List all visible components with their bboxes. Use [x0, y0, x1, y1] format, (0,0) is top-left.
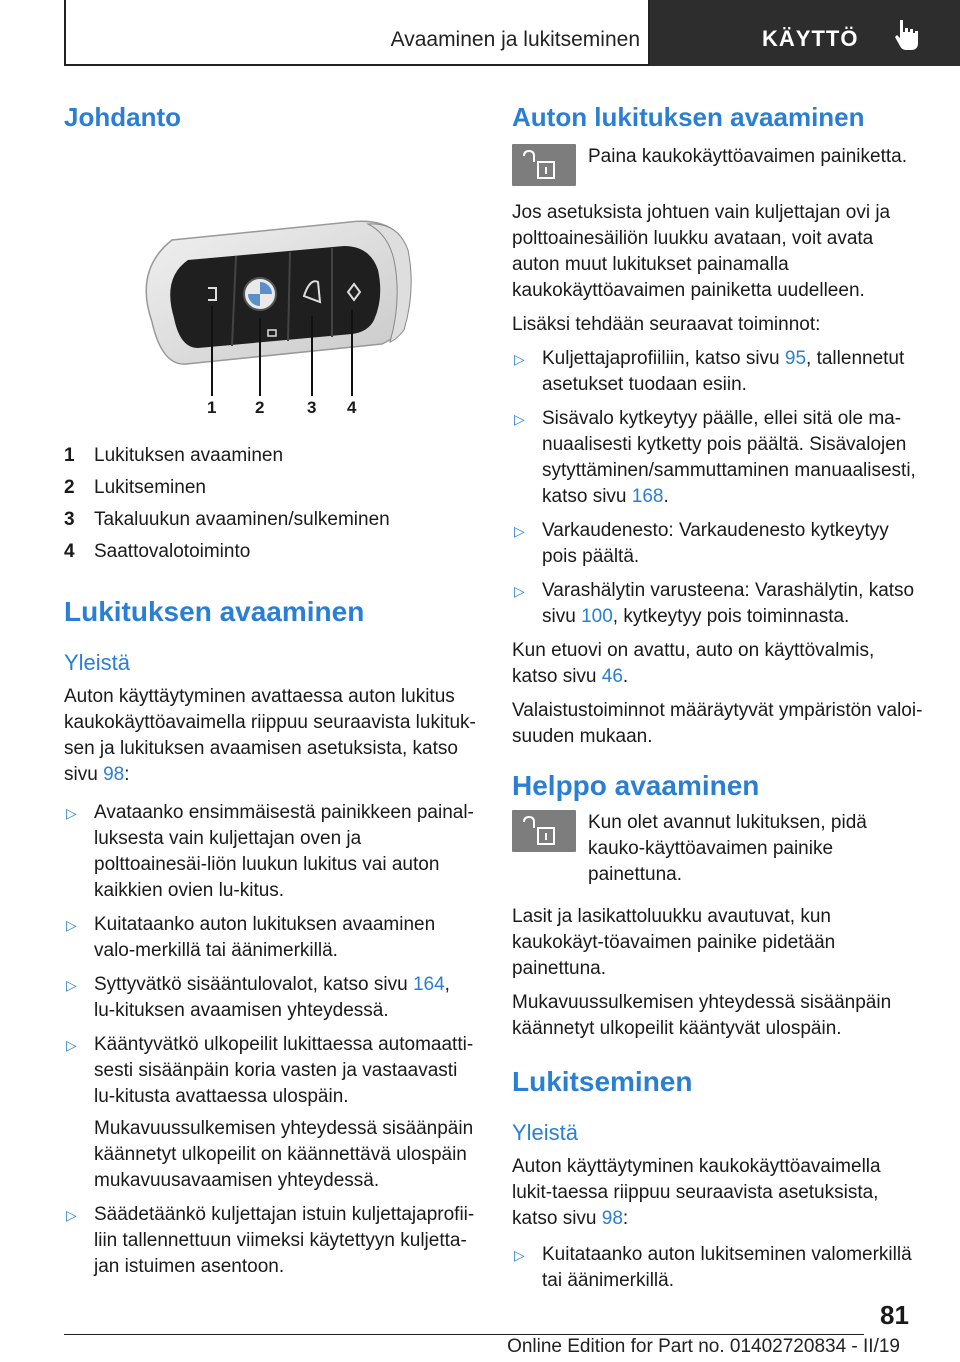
legend-number: 4: [64, 541, 75, 562]
page-link[interactable]: 164: [412, 974, 445, 995]
triangle-bullet-icon: ▷: [66, 1037, 77, 1053]
header-rule-left: [64, 0, 66, 66]
right-bullet-list: [512, 346, 924, 630]
callout-1: 1: [207, 398, 217, 417]
legend-row: [64, 504, 476, 536]
header-chapter-label: KÄYTTÖ: [762, 26, 859, 51]
key-fob-figure: [64, 160, 476, 432]
legend-text: Saattovalotoiminto: [94, 541, 251, 562]
list-item: ▷ Varashälytin varusteena: Varashälytin, katso sivu 100, kytkeytyy pois toiminnasta.: [514, 580, 915, 627]
easy-paragraph-2: Mukavuussulkemisen yhteydessä sisäänpäin käännetyt ulkopeilit kääntyvät ulospäin.: [512, 992, 892, 1039]
triangle-bullet-icon: ▷: [514, 523, 525, 539]
list-item: ▷ Syttyvätkö sisääntulovalot, katso sivu 164, lu‐kituksen avaamisen yhteydessä.: [66, 974, 450, 1021]
triangle-bullet-icon: ▷: [514, 1247, 525, 1263]
lock-bullet-list: [512, 1242, 924, 1294]
triangle-bullet-icon: ▷: [66, 977, 77, 993]
figure-legend: [64, 440, 476, 568]
lock-section-title: Lukitseminen: [512, 1066, 693, 1097]
unlock-button-icon: [512, 144, 576, 186]
legend-text: Lukitseminen: [94, 477, 206, 498]
list-item: ▷ Kääntyvätkö ulkopeilit lukittaessa automaatti‐sesti sisäänpäin koria vasten ja vastaavasti lu‐kitusta avattaessa ulospäin. Mukavuussulkemisen yhteydessä sisäänpäin käännetyt ulkopeilit on käännettävä ulospäin mukavuusavaamisen yhteydessä.: [64, 1032, 476, 1194]
remote-paragraph-1: Jos asetuksista johtuen vain kuljettajan ovi ja polttoainesäiliön luukku avataan, voit avata auton muut lukitukset painamalla kaukokäyttöavaimen painiketta uudelleen.: [512, 202, 891, 301]
list-item: ▷ Säädetäänkö kuljettajan istuin kuljettajaprofii‐liin tallennettuun viimeksi käytettyyn kuljetta‐jan istuimen asentoon.: [66, 1204, 475, 1277]
page-link[interactable]: 168: [631, 486, 664, 507]
list-item-note: Mukavuussulkemisen yhteydessä sisäänpäin käännetyt ulkopeilit on käännettävä ulospäin mukavuusavaamisen yhteydessä.: [94, 1118, 474, 1191]
general-subtitle: Yleistä: [64, 650, 131, 675]
remote-unlock-title: Auton lukituksen avaaminen: [512, 102, 865, 132]
lock-general-subtitle: Yleistä: [512, 1120, 579, 1145]
unlock-section-title: Lukituksen avaaminen: [64, 596, 365, 627]
legend-text: Lukituksen avaaminen: [94, 445, 284, 466]
general-paragraph: Auton käyttäytyminen avattaessa auton lukitus kaukokäyttöavaimella riippuu seuraavista lukituk‐sen ja lukituksen avaamisen asetuksista, katso sivu 98:: [64, 686, 476, 785]
page-link[interactable]: 46: [601, 666, 623, 687]
list-item: ▷ Kuljettajaprofiiliin, katso sivu 95, tallennetut asetukset tuodaan esiin.: [514, 348, 905, 395]
remote-paragraph-3: Kun etuovi on avattu, auto on käyttövalmis, katso sivu 46.: [512, 640, 875, 687]
easy-paragraph-1: Lasit ja lasikattoluukku avautuvat, kun kaukokäyt‐töavaimen painike pidetään painettuna.: [512, 906, 836, 979]
page-link[interactable]: 100: [581, 606, 613, 627]
page-link[interactable]: 95: [784, 348, 807, 369]
lock-paragraph: Auton käyttäytyminen kaukokäyttöavaimella lukit‐taessa riippuu seuraavista asetuksista, katso sivu 98:: [512, 1156, 881, 1229]
legend-row: [64, 536, 476, 568]
hand-pointer-icon: [892, 18, 922, 52]
intro-title: Johdanto: [64, 102, 181, 132]
triangle-bullet-icon: ▷: [514, 411, 525, 427]
left-column: [64, 100, 476, 1288]
legend-row: [64, 440, 476, 472]
callout-4: 4: [347, 398, 357, 417]
left-bullet-list: [64, 800, 476, 1280]
header-chapter-tab[interactable]: [650, 0, 960, 66]
page-number: 81: [880, 1300, 909, 1330]
triangle-bullet-icon: ▷: [66, 1207, 77, 1223]
list-item: ▷ Kuitataanko auton lukituksen avaaminen valo‐merkillä tai äänimerkillä.: [66, 914, 436, 961]
footer-rule: [64, 1334, 864, 1335]
page-link[interactable]: 98: [103, 764, 125, 785]
remote-paragraph-4: Valaistustoiminnot määräytyvät ympäristön valoi‐suuden mukaan.: [512, 700, 923, 747]
triangle-bullet-icon: ▷: [66, 917, 77, 933]
callout-2: 2: [255, 398, 265, 417]
callout-3: 3: [307, 398, 317, 417]
list-item: ▷ Avataanko ensimmäisestä painikkeen painal‐luksesta vain kuljettajan oven ja polttoainesäi‐liön luukun lukitus vai auton kaikkien ovien lu‐kitus.: [66, 802, 474, 901]
remote-paragraph-2: Lisäksi tehdään seuraavat toiminnot:: [512, 314, 821, 335]
triangle-bullet-icon: ▷: [514, 583, 525, 599]
legend-number: 3: [64, 509, 75, 530]
easy-button-text: Kun olet avannut lukituksen, pidä kauko‐käyttöavaimen painike painettuna.: [588, 812, 867, 885]
footer-edition: Online Edition for Part no. 01402720834 - II/19: [507, 1336, 900, 1357]
header-section-title: Avaaminen ja lukitseminen: [390, 28, 640, 51]
list-item: ▷ Varkaudenesto: Varkaudenesto kytkeytyy pois päältä.: [514, 520, 889, 567]
list-item: ▷ Sisävalo kytkeytyy päälle, ellei sitä ole ma‐nuaalisesti kytketty pois päältä. Sisävalojen sytyttäminen/sammuttaminen manuaalisesti, katso sivu 168.: [514, 408, 916, 507]
remote-button-row: [512, 144, 924, 186]
list-item: ▷ Kuitataanko auton lukitseminen valomerkillä tai äänimerkillä.: [514, 1244, 912, 1291]
header-rule-bottom: [64, 64, 650, 66]
legend-text: Takaluukun avaaminen/sulkeminen: [94, 509, 390, 530]
right-column: [512, 100, 924, 1302]
legend-number: 1: [64, 445, 75, 466]
page-link[interactable]: 98: [601, 1208, 623, 1229]
triangle-bullet-icon: ▷: [514, 351, 525, 367]
easy-button-row: [512, 810, 924, 888]
triangle-bullet-icon: ▷: [66, 805, 77, 821]
key-fob-illustration: [64, 160, 476, 432]
legend-row: [64, 472, 476, 504]
legend-number: 2: [64, 477, 75, 498]
remote-button-text: Paina kaukokäyttöavaimen painiketta.: [588, 146, 907, 167]
easy-open-title: Helppo avaaminen: [512, 770, 760, 801]
unlock-button-icon: [512, 810, 576, 852]
